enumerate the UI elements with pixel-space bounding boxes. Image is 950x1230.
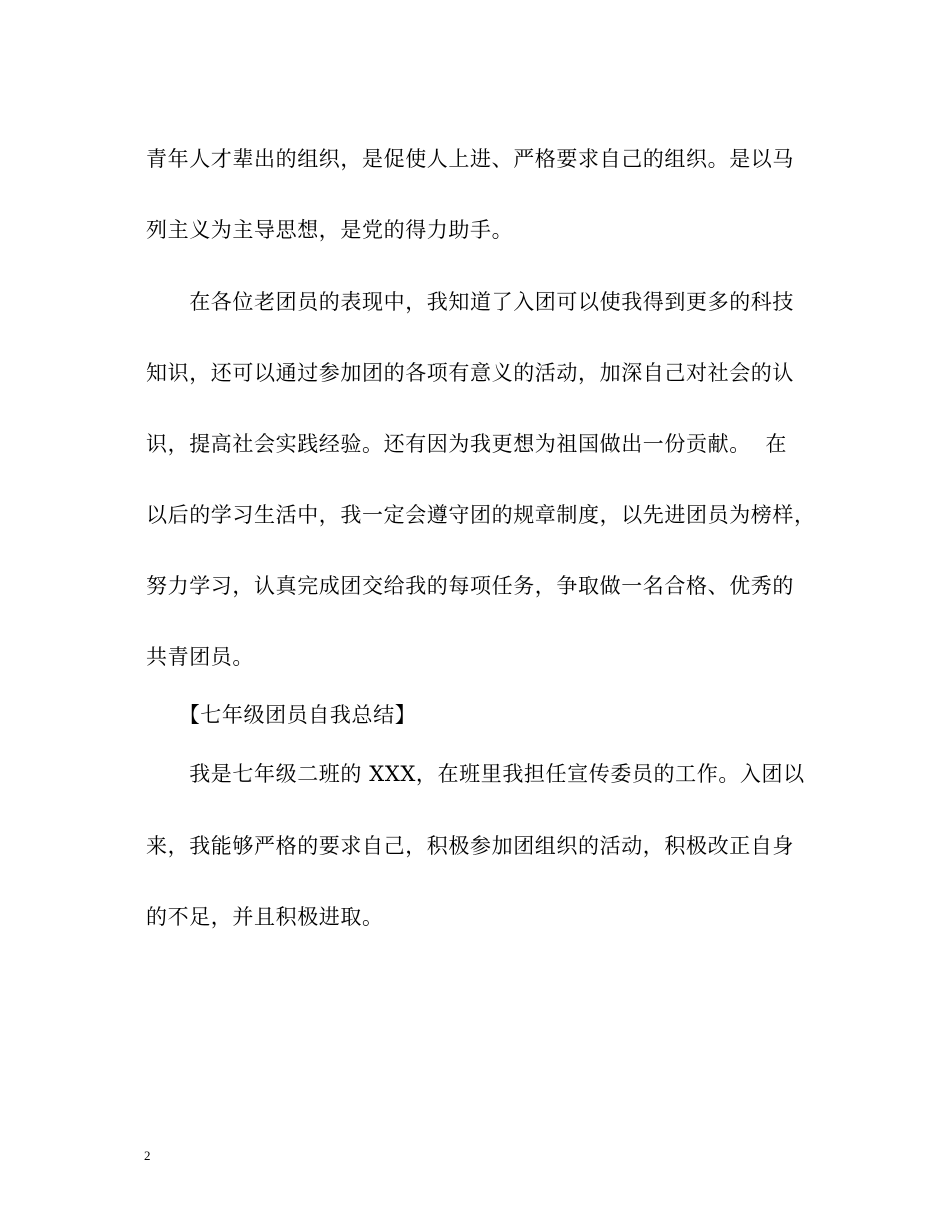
body-text-line: 的不足，并且积极进取。 bbox=[146, 905, 384, 929]
body-text-line: 来，我能够严格的要求自己，积极参加团组织的活动，积极改正自身 bbox=[146, 834, 794, 858]
body-text-line: 我是七年级二班的 XXX，在班里我担任宣传委员的工作。入团以 bbox=[146, 762, 805, 786]
body-text-line: 以后的学习生活中，我一定会遵守团的规章制度，以先进团员为榜样， bbox=[146, 503, 816, 527]
body-text-line: 识，提高社会实践经验。还有因为我更想为祖国做出一份贡献。 在 bbox=[146, 432, 787, 456]
body-text-line: 知识，还可以通过参加团的各项有意义的活动，加深自己对社会的认 bbox=[146, 361, 794, 385]
body-text-line: 青年人才辈出的组织，是促使人上进、严格要求自己的组织。是以马 bbox=[146, 147, 794, 171]
section-heading: 【七年级团员自我总结】 bbox=[146, 703, 417, 727]
page-number: 2 bbox=[144, 1148, 151, 1163]
body-text-line: 列主义为主导思想，是党的得力助手。 bbox=[146, 218, 514, 242]
body-text-line: 努力学习，认真完成团交给我的每项任务，争取做一名合格、优秀的 bbox=[146, 574, 794, 598]
body-text-line: 共青团员。 bbox=[146, 645, 254, 669]
body-text-line: 在各位老团员的表现中，我知道了入团可以使我得到更多的科技 bbox=[146, 290, 794, 314]
